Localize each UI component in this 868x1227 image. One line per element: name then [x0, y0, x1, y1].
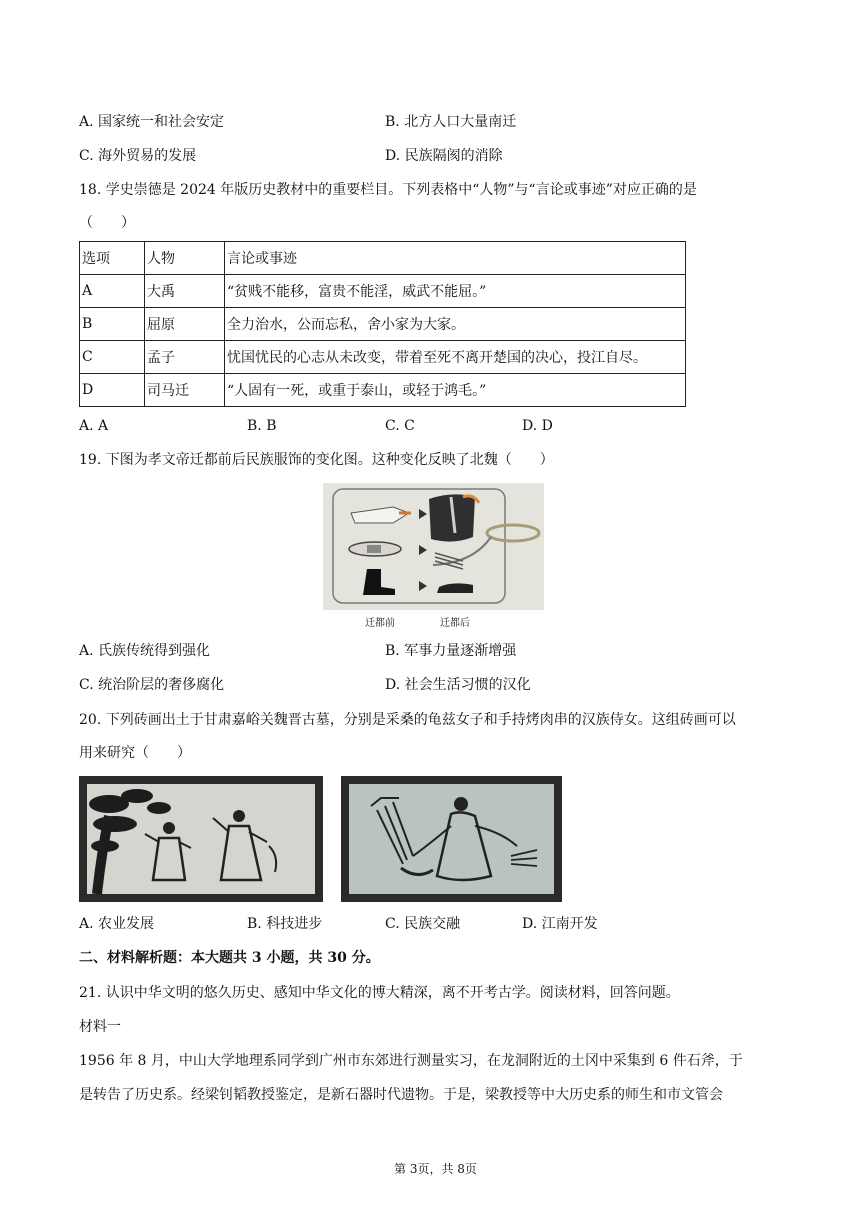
clothing-change-image	[323, 483, 544, 610]
q17-option-d: D. 民族隔阂的消除	[385, 148, 503, 164]
table-row	[80, 341, 686, 374]
table-cell: “贫贱不能移，富贵不能淫，威武不能屈。”	[225, 275, 686, 308]
q18-table	[79, 241, 686, 407]
table-header-cell: 人物	[145, 242, 225, 275]
table-cell: A	[80, 275, 145, 308]
q21-stem: 21. 认识中华文明的悠久历史、感知中华文化的博大精深，离不开考古学。阅读材料，回答问题。	[79, 985, 680, 1001]
q17-option-b: B. 北方人口大量南迁	[385, 114, 517, 130]
q18-option-a: A. A	[79, 418, 109, 434]
q17-option-a: A. 国家统一和社会安定	[79, 114, 225, 130]
q20-option-b: B. 科技进步	[247, 916, 323, 932]
table-cell: D	[80, 374, 145, 407]
table-cell: 全力治水，公而忘私，舍小家为大家。	[225, 308, 686, 341]
brick-painting-maid-with-skewers	[341, 776, 562, 902]
page-number: 第 3页，共 8页	[394, 1162, 477, 1176]
brick-painting-left	[79, 776, 323, 902]
q19-option-a: A. 氏族传统得到强化	[79, 643, 211, 659]
table-header-cell: 言论或事迹	[225, 242, 686, 275]
caption-before-move: 迁都前	[365, 618, 395, 629]
table-cell: “人固有一死，或重于泰山，或轻于鸿毛。”	[225, 374, 686, 407]
table-row	[80, 308, 686, 341]
table-header-cell: 选项	[80, 242, 145, 275]
section-heading: 二、材料解析题：本大题共 3 小题，共 30 分。	[79, 950, 380, 966]
q18-stem-bracket: （ ）	[79, 215, 135, 231]
table-cell: B	[80, 308, 145, 341]
q21-paragraph-line: 是转告了历史系。经梁钊韬教授鉴定，是新石器时代遗物。于是，梁教授等中大历史系的师生和市文管会	[79, 1087, 723, 1103]
table-row	[80, 275, 686, 308]
brick-painting-right	[341, 776, 562, 902]
q18-option-d: D. D	[522, 418, 553, 434]
table-cell: 司马迁	[145, 374, 225, 407]
table-cell: 大禹	[145, 275, 225, 308]
brick-painting-mulberry-picking	[79, 776, 323, 902]
table-cell: 孟子	[145, 341, 225, 374]
table-cell: 忧国忧民的心志从未改变，带着至死不离开楚国的决心，投江自尽。	[225, 341, 686, 374]
table-header-row	[80, 242, 686, 275]
table-cell: C	[80, 341, 145, 374]
q17-option-c: C. 海外贸易的发展	[79, 148, 197, 164]
q20-stem-line2: 用来研究（ ）	[79, 745, 191, 761]
q18-option-b: B. B	[247, 418, 277, 434]
q18-option-c: C. C	[385, 418, 415, 434]
clothing-change-illustration	[323, 483, 544, 610]
q20-stem: 20. 下列砖画出土于甘肃嘉峪关魏晋古墓，分别是采桑的龟兹女子和手持烤肉串的汉族侍女。这组砖画可以	[79, 712, 736, 728]
q19-option-b: B. 军事力量逐渐增强	[385, 643, 517, 659]
q20-option-d: D. 江南开发	[522, 916, 598, 932]
q18-stem: 18. 学史崇德是 2024 年版历史教材中的重要栏目。下列表格中“人物”与“言论或事迹”对应正确的是	[79, 182, 697, 198]
caption-after-move: 迁都后	[440, 618, 470, 629]
q19-option-d: D. 社会生活习惯的汉化	[385, 677, 531, 693]
table-row	[80, 374, 686, 407]
q20-option-a: A. 农业发展	[79, 916, 155, 932]
q20-option-c: C. 民族交融	[385, 916, 461, 932]
q21-paragraph-line: 1956 年 8 月，中山大学地理系同学到广州市东郊进行测量实习，在龙洞附近的土冈中采集到 6 件石斧，于	[79, 1053, 743, 1069]
q19-option-c: C. 统治阶层的奢侈腐化	[79, 677, 225, 693]
material-label: 材料一	[79, 1019, 121, 1035]
q19-stem: 19. 下图为孝文帝迁都前后民族服饰的变化图。这种变化反映了北魏（ ）	[79, 452, 554, 468]
table-cell: 屈原	[145, 308, 225, 341]
